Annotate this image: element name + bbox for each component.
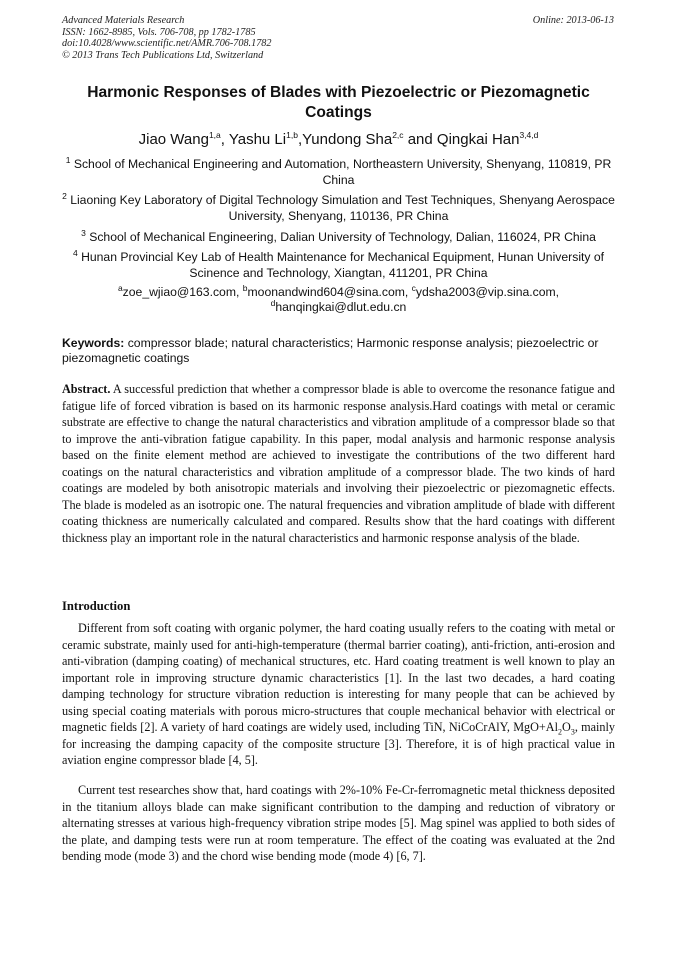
keywords-block	[62, 336, 615, 366]
affiliation-2	[62, 192, 615, 224]
affiliation-3	[62, 229, 615, 245]
paper-title: Harmonic Responses of Blades with Piezoelectric or Piezomagnetic Coatings	[87, 84, 590, 121]
paragraph-text: Different from soft coating with organic polymer, the hard coating usually refers to the coating with metal or ceramic substrate, mainly used for anti-high-temperature (thermal barrier coating), anti-friction, anti-erosion and anti-vibration (damping coating) of mechanical structures, etc. Hard coating treatment is well known to play an important role in improving structure dynamic characteristics [1]. In the last two decades, a hard coating damping technology for structure vibration reduction is interesting for many people that can be achieved by using special coating materials with porous micro-structures that couple mechanical behavior with electrical or magnetic fields [2]. A variety of hard coatings are widely used, including TiN, NiCoCrAlY, MgO+Al	[62, 621, 615, 734]
author-affiliation-mark: 3,4,d	[519, 130, 539, 140]
email-address: zoe_wjiao@163.com	[122, 285, 236, 299]
author-name: Qingkai Han	[436, 131, 520, 148]
author-separator: and	[403, 131, 437, 148]
author-name: Yundong Sha	[302, 131, 393, 148]
email-address: ydsha2003@vip.sina.com	[415, 285, 556, 299]
abstract-label: Abstract.	[62, 382, 111, 396]
author-name: Yashu Li	[228, 131, 287, 148]
author-separator: ,	[220, 131, 229, 148]
keywords-label: Keywords:	[62, 336, 125, 350]
email-address: hanqingkai@dlut.edu.cn	[275, 300, 407, 314]
email-address: moonandwind604@sina.com	[247, 285, 405, 299]
affiliation-mark: 2	[62, 190, 67, 201]
subscript: 2	[558, 727, 562, 737]
introduction-heading: Introduction	[62, 599, 131, 613]
keywords-text: compressor blade; natural characteristics; Harmonic response analysis; piezoelectric or piezomagnetic coatings	[62, 336, 599, 365]
journal-header	[62, 15, 271, 61]
email-separator: ,	[236, 285, 243, 299]
abstract-text: A successful prediction that whether a compressor blade is able to overcome the resonance fatigue and fatigue life of forced vibration is based on its harmonic response analysis.Hard coatings with metal or ceramic substrate are effective to change the natural characteristics and vibration amplitude of a compressor blade so that to improve the anti-vibration fatigue capability. In this paper, modal analysis and harmonic response analysis based on the finite element method are achieved to investigate the contributions of the two different hard coatings on the natural characteristics and vibration amplitude of a compressor blade. The two kinds of hard coatings are modeled by both anisotropic materials and involving their piezoelectric or piezomagnetic effects. The blade is modeled as an isotropic one. The natural frequencies and vibration amplitude of blade with different coating thickness are numerically calculated and compared. Results show that the hard coatings with different thickness play an important role in the natural characteristics and harmonic response analysis of the blade.	[62, 382, 615, 545]
affiliation-text: School of Mechanical Engineering and Automation, Northeastern University, Shenyang, 110819, PR China	[73, 157, 612, 187]
author-name: Jiao Wang	[138, 131, 209, 148]
affiliation-text: Hunan Provincial Key Lab of Health Maintenance for Mechanical Equipment, Hunan University of Scinence and Technology, Xiangtan, 411201, PR China	[81, 250, 605, 280]
doi-line: doi:10.4028/www.scientific.net/AMR.706-708.1782	[62, 38, 272, 50]
abstract-block	[62, 381, 615, 546]
email-separator: ,	[404, 285, 412, 299]
email-mark: b	[242, 282, 248, 293]
email-mark: c	[411, 282, 416, 293]
affiliation-4	[62, 249, 615, 281]
introduction-paragraph-1	[62, 620, 615, 769]
author-separator: ,	[297, 131, 303, 148]
author-affiliation-mark: 1,b	[286, 130, 298, 140]
affiliation-text: School of Mechanical Engineering, Dalian University of Technology, Dalian, 116024, PR China	[89, 230, 596, 244]
affiliation-text: Liaoning Key Laboratory of Digital Technology Simulation and Test Techniques, Shenyang Aerospace University, Shenyang, 110136, PR China	[70, 193, 615, 223]
author-affiliation-mark: 1,a	[208, 130, 221, 140]
email-list	[62, 282, 615, 315]
affiliation-mark: 1	[65, 154, 71, 165]
paragraph-text: O	[562, 720, 571, 734]
introduction-paragraph-2: Current test researches show that, hard coatings with 2%-10% Fe-Cr-ferromagnetic metal thickness deposited in the titanium alloys blade can make significant contribution to the damping and reduction of vibratory or alternating stresses at various high-frequency vibration stripe modes [5]. Mag spinel was applied to both sides of the plate, and damping tests were run at room temperature. The effect of the coating was evaluated at the 2nd bending mode (mode 3) and the chord wise bending mode (mode 4) [6, 7].	[62, 783, 615, 863]
email-separator: ,	[555, 285, 560, 299]
affiliation-mark: 3	[81, 227, 86, 238]
online-date: Online: 2013-06-13	[532, 15, 614, 26]
journal-name: Advanced Materials Research	[62, 15, 185, 26]
paragraph-text: , mainly for increasing the damping capacity of the composite structure [3]. Therefore, it is of high practical value in aviation engine compressor blade [4, 5].	[62, 720, 615, 767]
affiliation-1	[62, 156, 615, 188]
email-mark: d	[270, 297, 276, 308]
affiliation-mark: 4	[72, 247, 78, 258]
email-mark: a	[117, 282, 123, 293]
subscript: 3	[570, 727, 575, 737]
copyright-line: © 2013 Trans Tech Publications Ltd, Switzerland	[62, 49, 264, 61]
author-affiliation-mark: 2,c	[392, 130, 404, 140]
issn-line: ISSN: 1662-8985, Vols. 706-708, pp 1782-1785	[62, 26, 256, 38]
author-list	[62, 131, 615, 149]
